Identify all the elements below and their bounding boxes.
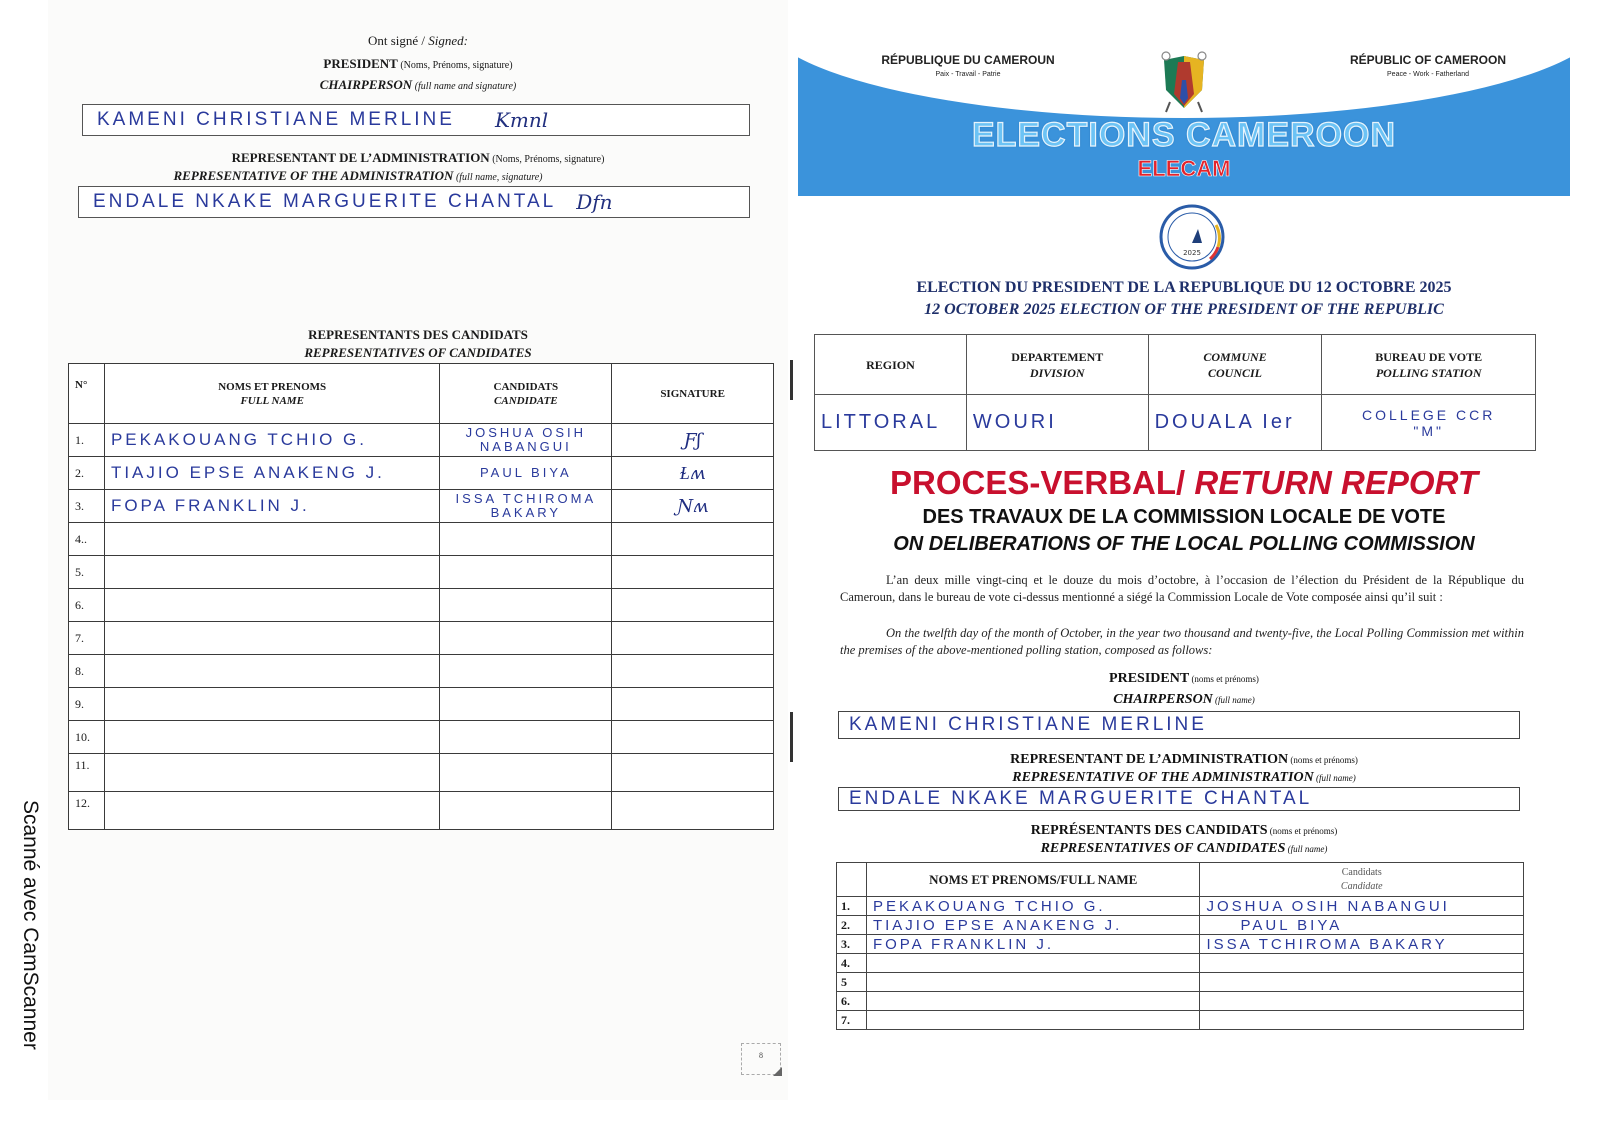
table-row <box>69 688 774 721</box>
admin-name-field[interactable]: ENDALE NKAKE MARGUERITE CHANTAL <box>838 787 1520 811</box>
row-candidate-cell[interactable]: ISSA TCHIROMA BAKARY <box>1200 935 1524 954</box>
signed-heading-fr: Ont signé <box>367 33 419 48</box>
row-candidate-cell[interactable] <box>440 589 612 622</box>
polling-station-line1: COLLEGE CCR <box>1362 406 1496 423</box>
president-label-en-note: (full name and signature) <box>412 81 517 92</box>
candidates-representatives-table <box>836 862 1524 1030</box>
election-seal-icon <box>1158 203 1226 271</box>
row-number: 7. <box>69 622 105 655</box>
col-header-candidate <box>440 364 612 424</box>
president-label-fr <box>798 671 1570 687</box>
right-page <box>798 0 1570 1100</box>
candidates-label-en-note: (full name) <box>1285 844 1328 854</box>
table-row <box>69 754 774 792</box>
republic-en-text: RÉPUBLIC OF CAMEROON <box>1350 53 1506 67</box>
republic-fr <box>858 53 1078 78</box>
report-title <box>798 464 1570 502</box>
col-header-signature: SIGNATURE <box>612 364 774 424</box>
row-number: 7. <box>837 1011 867 1030</box>
col-header-candidate-fr: CANDIDATS <box>493 380 559 393</box>
col-header-candidate-en: CANDIDATE <box>494 394 558 407</box>
signed-heading-sep: / <box>418 33 429 48</box>
location-table <box>814 334 1536 451</box>
col-header-polling-station-fr: BUREAU DE VOTE <box>1375 349 1483 364</box>
row-number: 3. <box>69 490 105 523</box>
row-name-cell[interactable] <box>104 589 440 622</box>
col-header-council-en: COUNCIL <box>1207 365 1262 380</box>
row-candidate-cell[interactable] <box>1200 954 1524 973</box>
location-value-row <box>815 395 1536 451</box>
elecam-header-banner <box>798 28 1570 196</box>
row-candidate-cell[interactable]: JOSHUA OSIH NABANGUI <box>1200 897 1524 916</box>
table-row <box>69 490 774 523</box>
table-row <box>69 622 774 655</box>
row-candidate-cell[interactable] <box>440 792 612 830</box>
row-name-cell[interactable] <box>866 992 1200 1011</box>
admin-label-en-note: (full name, signature) <box>453 172 543 183</box>
row-name-cell[interactable] <box>104 523 440 556</box>
election-title-en: 12 OCTOBER 2025 ELECTION OF THE PRESIDENT OF THE REPUBLIC <box>924 301 1444 318</box>
row-number: 4.. <box>69 523 105 556</box>
row-name-cell[interactable] <box>866 1011 1200 1030</box>
row-number: 3. <box>837 935 867 954</box>
col-header-name-fr: NOMS ET PRENOMS <box>218 380 327 393</box>
row-name-cell[interactable] <box>866 954 1200 973</box>
seal-year: 2025 <box>1183 249 1201 257</box>
col-header-name-en: FULL NAME <box>240 394 304 407</box>
table-row <box>69 589 774 622</box>
table-row <box>837 1011 1524 1030</box>
row-candidate-cell[interactable]: PAUL BIYA <box>440 457 612 490</box>
candidates-label-fr <box>798 823 1570 839</box>
row-name-cell[interactable] <box>104 622 440 655</box>
row-name-cell[interactable]: PEKAKOUANG TCHIO G. <box>866 897 1200 916</box>
row-signature-cell[interactable]: Ɫʍ <box>612 457 774 490</box>
row-candidate-cell[interactable] <box>440 523 612 556</box>
col-header-division-fr: DEPARTEMENT <box>1011 349 1104 364</box>
col-header-number <box>837 863 867 897</box>
president-label-fr-text: PRESIDENT <box>323 56 398 71</box>
president-name-field[interactable] <box>82 104 750 136</box>
report-subtitle-en: ON DELIBERATIONS OF THE LOCAL POLLING COMMISSION <box>893 533 1475 555</box>
row-candidate-cell[interactable] <box>1200 1011 1524 1030</box>
admin-label-en-text: REPRESENTATIVE OF THE ADMINISTRATION <box>1012 770 1314 785</box>
col-header-division-en: DIVISION <box>1029 365 1085 380</box>
admin-label-fr-text: REPRESENTANT DE L’ADMINISTRATION <box>231 150 490 165</box>
table-row <box>837 992 1524 1011</box>
row-candidate-cell[interactable]: PAUL BIYA <box>1200 916 1524 935</box>
row-candidate-cell[interactable] <box>440 754 612 792</box>
candidates-label-en-text: REPRESENTATIVES OF CANDIDATES <box>1040 841 1286 856</box>
president-label-en <box>798 692 1570 708</box>
row-candidate-cell[interactable] <box>440 655 612 688</box>
table-header-row <box>69 364 774 424</box>
col-header-council-fr: COMMUNE <box>1203 349 1267 364</box>
col-header-polling-station-en: POLLING STATION <box>1375 365 1482 380</box>
row-name-cell[interactable]: FOPA FRANKLIN J. <box>104 490 440 523</box>
row-number: 11. <box>69 754 105 792</box>
row-signature-cell[interactable] <box>612 589 774 622</box>
col-header-candidate-en: Candidate <box>1340 880 1383 892</box>
president-label-fr <box>48 56 788 72</box>
republic-fr-text: RÉPUBLIQUE DU CAMEROUN <box>881 53 1055 67</box>
col-header-polling-station <box>1322 335 1536 395</box>
president-label-en-text: CHAIRPERSON <box>319 77 413 92</box>
admin-label-en <box>798 770 1570 786</box>
row-number: 1. <box>69 424 105 457</box>
row-name-cell[interactable] <box>104 688 440 721</box>
col-header-council <box>1148 335 1322 395</box>
candidates-heading-en: REPRESENTATIVES OF CANDIDATES <box>304 345 532 360</box>
table-row <box>837 973 1524 992</box>
admin-label-fr-text: REPRESENTANT DE L’ADMINISTRATION <box>1010 752 1289 767</box>
col-header-division <box>966 335 1148 395</box>
president-name-value: KAMENI CHRISTIANE MERLINE <box>97 109 455 130</box>
left-page <box>48 0 788 1100</box>
admin-name-field[interactable] <box>78 186 750 218</box>
admin-label-fr <box>48 150 788 166</box>
admin-label-fr-note: (noms et prénoms) <box>1288 755 1358 765</box>
row-name-cell[interactable] <box>866 973 1200 992</box>
row-candidate-cell[interactable]: ISSA TCHIROMA BAKARY <box>440 490 612 523</box>
candidates-label-en <box>798 841 1570 857</box>
row-number: 2. <box>69 457 105 490</box>
row-number: 6. <box>837 992 867 1011</box>
report-title-en: RETURN REPORT <box>1185 464 1478 501</box>
row-number: 9. <box>69 688 105 721</box>
row-candidate-cell[interactable] <box>440 688 612 721</box>
row-candidate-cell[interactable] <box>1200 973 1524 992</box>
row-signature-cell[interactable] <box>612 688 774 721</box>
col-header-number: N° <box>69 364 105 424</box>
table-row <box>69 655 774 688</box>
row-number: 5. <box>69 556 105 589</box>
row-number: 8. <box>69 655 105 688</box>
president-label-en-text: CHAIRPERSON <box>1113 692 1213 707</box>
report-subtitle-fr: DES TRAVAUX DE LA COMMISSION LOCALE DE VOTE <box>922 506 1446 528</box>
table-row <box>837 954 1524 973</box>
row-number: 10. <box>69 721 105 754</box>
binder-mark <box>790 712 793 762</box>
admin-label-en <box>0 168 728 184</box>
table-row <box>69 424 774 457</box>
row-name-cell[interactable]: TIAJIO EPSE ANAKENG J. <box>104 457 440 490</box>
row-candidate-cell[interactable] <box>440 622 612 655</box>
row-number: 1. <box>837 897 867 916</box>
president-label-en-note: (full name) <box>1212 695 1255 705</box>
motto-fr: Paix - Travail - Patrie <box>935 71 1001 78</box>
signed-heading-en: Signed: <box>428 33 469 48</box>
table-row <box>69 457 774 490</box>
col-header-region <box>815 335 967 395</box>
region-field[interactable]: LITTORAL <box>815 395 967 451</box>
election-title-fr: ELECTION DU PRESIDENT DE LA REPUBLIQUE DU 12 OCTOBRE 2025 <box>916 279 1452 296</box>
table-row <box>837 897 1524 916</box>
motto-en: Peace - Work - Fatherland <box>1387 71 1469 78</box>
row-number: 6. <box>69 589 105 622</box>
table-row <box>837 935 1524 954</box>
col-header-region-fr: REGION <box>866 357 915 372</box>
table-header-row <box>837 863 1524 897</box>
row-name-cell[interactable]: TIAJIO EPSE ANAKENG J. <box>866 916 1200 935</box>
row-number: 4. <box>837 954 867 973</box>
row-number: 12. <box>69 792 105 830</box>
row-candidate-cell[interactable] <box>440 556 612 589</box>
admin-label-fr-note: (Noms, Prénoms, signature) <box>489 154 605 165</box>
org-acronym: ELECAM <box>1137 156 1231 181</box>
candidates-label-fr-text: REPRÉSENTANTS DES CANDIDATS <box>1030 823 1268 838</box>
row-name-cell[interactable] <box>104 556 440 589</box>
row-candidate-cell[interactable] <box>1200 992 1524 1011</box>
org-name: ELECTIONS CAMEROON <box>971 116 1397 154</box>
col-header-candidate <box>1200 863 1524 897</box>
president-label-en <box>48 77 788 93</box>
admin-label-fr <box>798 752 1570 768</box>
row-name-cell[interactable] <box>104 754 440 792</box>
page-number: 8 <box>741 1043 781 1075</box>
binder-mark <box>790 360 793 400</box>
row-number: 2. <box>837 916 867 935</box>
row-candidate-cell[interactable]: JOSHUA OSIH NABANGUI <box>440 424 612 457</box>
table-row <box>69 721 774 754</box>
republic-en <box>1318 53 1538 78</box>
admin-label-en-text: REPRESENTATIVE OF THE ADMINISTRATION <box>173 168 454 183</box>
col-header-name <box>104 364 440 424</box>
col-header-name: NOMS ET PRENOMS/FULL NAME <box>866 863 1200 897</box>
admin-name-value: ENDALE NKAKE MARGUERITE CHANTAL <box>93 191 557 212</box>
row-name-cell[interactable] <box>104 721 440 754</box>
intro-paragraph-fr: L’an deux mille vingt-cinq et le douze du mois d’octobre, à l’occasion de l’élection du Président de la République du Cameroun, dans le bureau de vote ci-dessus mentionné a siégé la Commission Locale de Vote composée ainsi qu’il suit : <box>840 573 1524 604</box>
candidates-heading-fr: REPRESENTANTS DES CANDIDATS <box>308 327 528 342</box>
table-row <box>69 792 774 830</box>
row-signature-cell[interactable] <box>612 655 774 688</box>
report-title-fr: PROCES-VERBAL/ <box>890 464 1186 501</box>
table-row <box>69 523 774 556</box>
candidates-signature-table <box>68 363 774 830</box>
location-header-row <box>815 335 1536 395</box>
row-name-cell[interactable]: PEKAKOUANG TCHIO G. <box>104 424 440 457</box>
president-signature: Kmnl <box>494 108 549 132</box>
row-signature-cell[interactable] <box>612 754 774 792</box>
coat-of-arms-icon <box>1158 50 1210 114</box>
admin-label-en-note: (full name) <box>1313 773 1356 783</box>
row-signature-cell[interactable] <box>612 556 774 589</box>
row-candidate-cell[interactable] <box>440 721 612 754</box>
camscanner-watermark: Scanné avec CamScanner <box>19 800 42 1050</box>
row-name-cell[interactable] <box>104 792 440 830</box>
candidates-label-fr-note: (noms et prénoms) <box>1267 826 1338 836</box>
row-number: 5 <box>837 973 867 992</box>
division-field[interactable]: WOURI <box>966 395 1148 451</box>
row-signature-cell[interactable] <box>612 523 774 556</box>
council-field[interactable]: DOUALA Ier <box>1148 395 1322 451</box>
row-signature-cell[interactable]: Ɲʍ <box>612 490 774 523</box>
signed-heading <box>48 33 788 49</box>
polling-station-field[interactable] <box>1322 395 1536 451</box>
president-label-fr-note: (noms et prénoms) <box>1189 674 1259 684</box>
row-signature-cell[interactable] <box>612 622 774 655</box>
row-signature-cell[interactable]: Ƒʃ <box>612 424 774 457</box>
col-header-candidate-fr: Candidats <box>1341 866 1382 878</box>
row-name-cell[interactable]: FOPA FRANKLIN J. <box>866 935 1200 954</box>
president-name-field[interactable]: KAMENI CHRISTIANE MERLINE <box>838 711 1520 739</box>
table-row <box>837 916 1524 935</box>
polling-station-line2: "M" <box>1413 422 1444 439</box>
intro-paragraph-en: On the twelfth day of the month of October, in the year two thousand and twenty-five, the Local Polling Commission met within the premises of the above-mentioned polling station, composed as follows: <box>840 626 1524 657</box>
president-label-fr-note: (Noms, Prénoms, signature) <box>397 60 513 71</box>
row-name-cell[interactable] <box>104 655 440 688</box>
president-label-fr-text: PRESIDENT <box>1109 671 1190 686</box>
row-signature-cell[interactable] <box>612 792 774 830</box>
admin-signature: Dfn <box>576 190 613 214</box>
table-row <box>69 556 774 589</box>
row-signature-cell[interactable] <box>612 721 774 754</box>
